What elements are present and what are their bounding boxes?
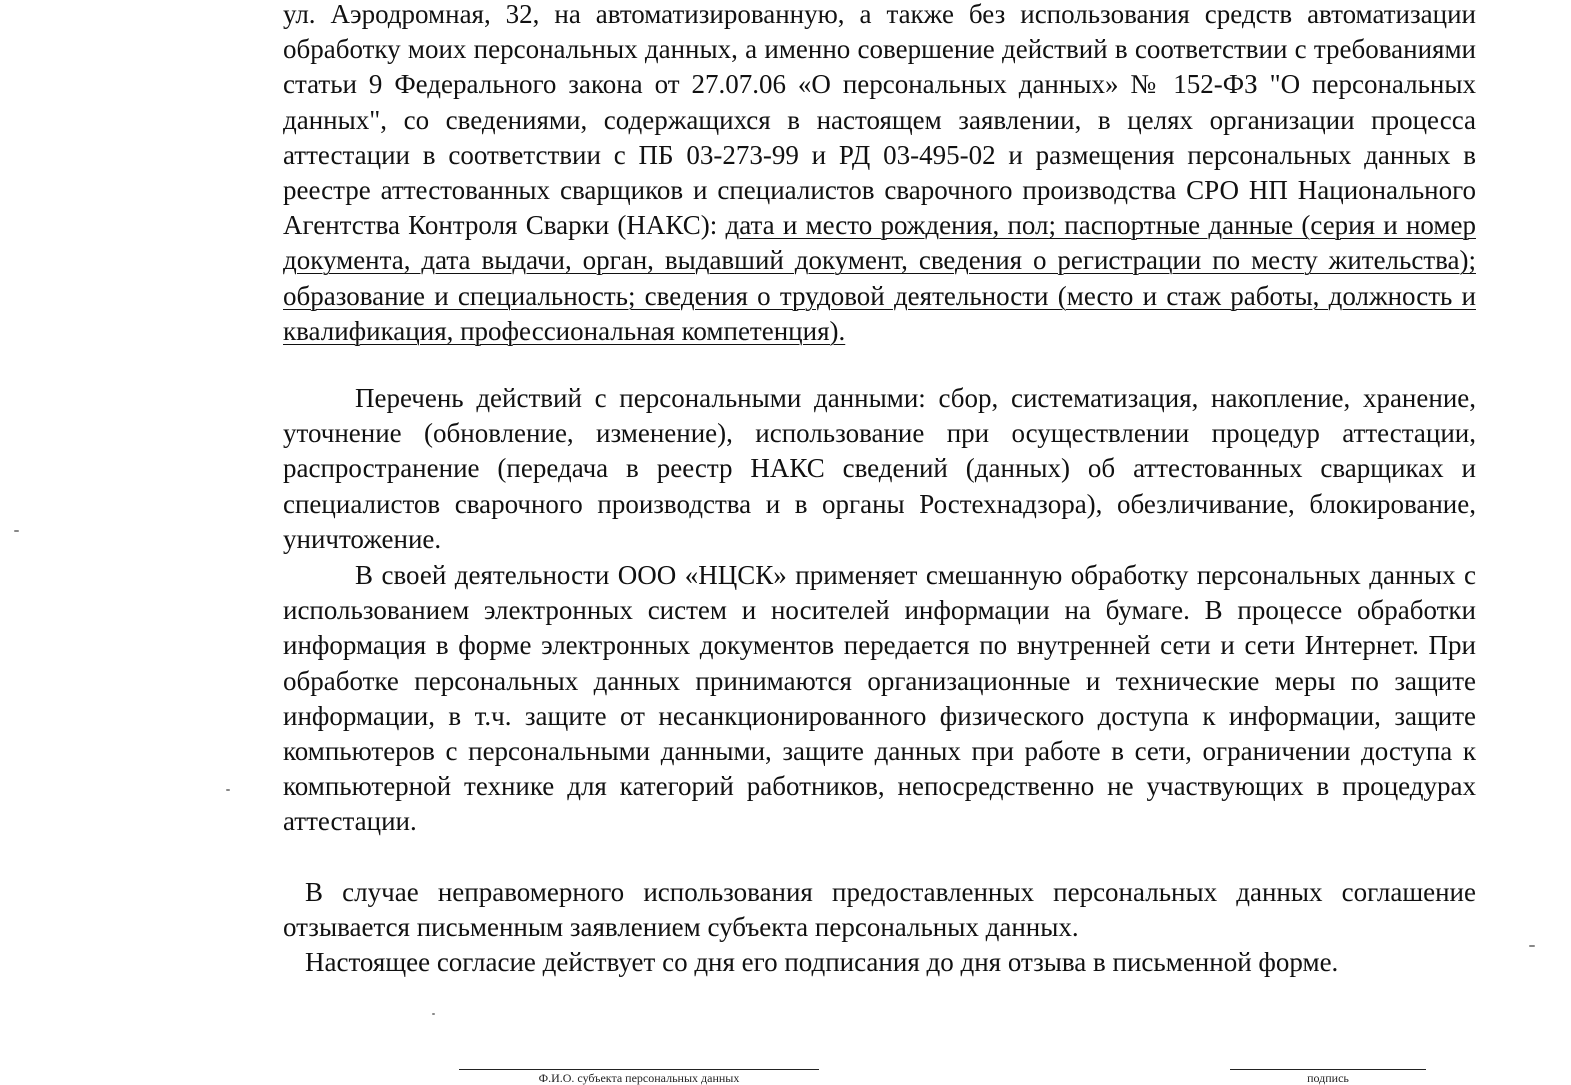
processing-purpose-text: ул. Аэродромная, 32, на автоматизированную, а также без использования средств автоматизации обработку моих персональных данных, а именно совершение действий в соответствии с требованиями статьи 9 Федерального закона от 27.07.06 «О персональных данных» № 152-ФЗ "О персональных данных", со сведениями, содержащихся в настоящем заявлении, в целях организации процесса аттестации в соответствии с ПБ 03-273-99 и РД 03-495-02 и размещения персональных данных в реестре аттестованных сварщиков и специалистов сварочного производства СРО НП Национального Агентства Контроля Сварки (НАКС): — [283, 0, 1476, 241]
signature-line — [1230, 1069, 1426, 1070]
consent-paragraph-revocation: В случае неправомерного использования предоставленных персональных данных соглашение отзывается письменным заявлением субъекта персональных данных. — [283, 877, 1476, 943]
consent-paragraph-mixed-processing: В своей деятельности ООО «НЦСК» применяет смешанную обработку персональных данных с использованием электронных систем и носителей информации на бумаге. В процессе обработки информация в форме электронных документов передается по внутренней сети и сети Интернет. При обработке персональных данных принимаются организационные и технические меры по защите информации, в т.ч. защите от несанкционированного физического доступа к информации, защите компьютеров с персональными данными, защите данных при работе в сети, ограничении доступа к компьютерной технике для категорий работников, непосредственно не участвующих в процедурах аттестации. — [283, 560, 1476, 837]
scan-speck — [432, 1013, 435, 1015]
personal-data-list-underlined: дата и место рождения, пол; паспортные данные (серия и номер документа, дата выдачи, орган, выдавший документ, сведения о регистрации по месту жительства); образование и специальность; сведения о трудовой деятельности (место и стаж работы, должность и квалификация, профессиональная компетенция). — [283, 210, 1476, 346]
name-signature-caption: Ф.И.О. субъекта персональных данных — [538, 1071, 740, 1085]
consent-paragraph-validity: Настоящее согласие действует со дня его подписания до дня отзыва в письменной форме. — [305, 947, 1339, 977]
scan-speck — [1529, 945, 1535, 947]
consent-paragraph-processing — [283, 0, 1476, 349]
signature-caption: подпись — [1307, 1071, 1349, 1085]
name-signature-line — [459, 1069, 819, 1070]
scan-speck — [14, 530, 19, 532]
consent-paragraph-actions: Перечень действий с персональными данными: сбор, систематизация, накопление, хранение, уточнение (обновление, изменение), использование при осуществлении процедур аттестации, распространение (передача в реестр НАКС сведений (данных) об аттестованных сварщиках и специалистов сварочного производства и в органы Ростехнадзора), обезличивание, блокирование, уничтожение. — [283, 383, 1476, 554]
scan-speck — [226, 789, 230, 791]
